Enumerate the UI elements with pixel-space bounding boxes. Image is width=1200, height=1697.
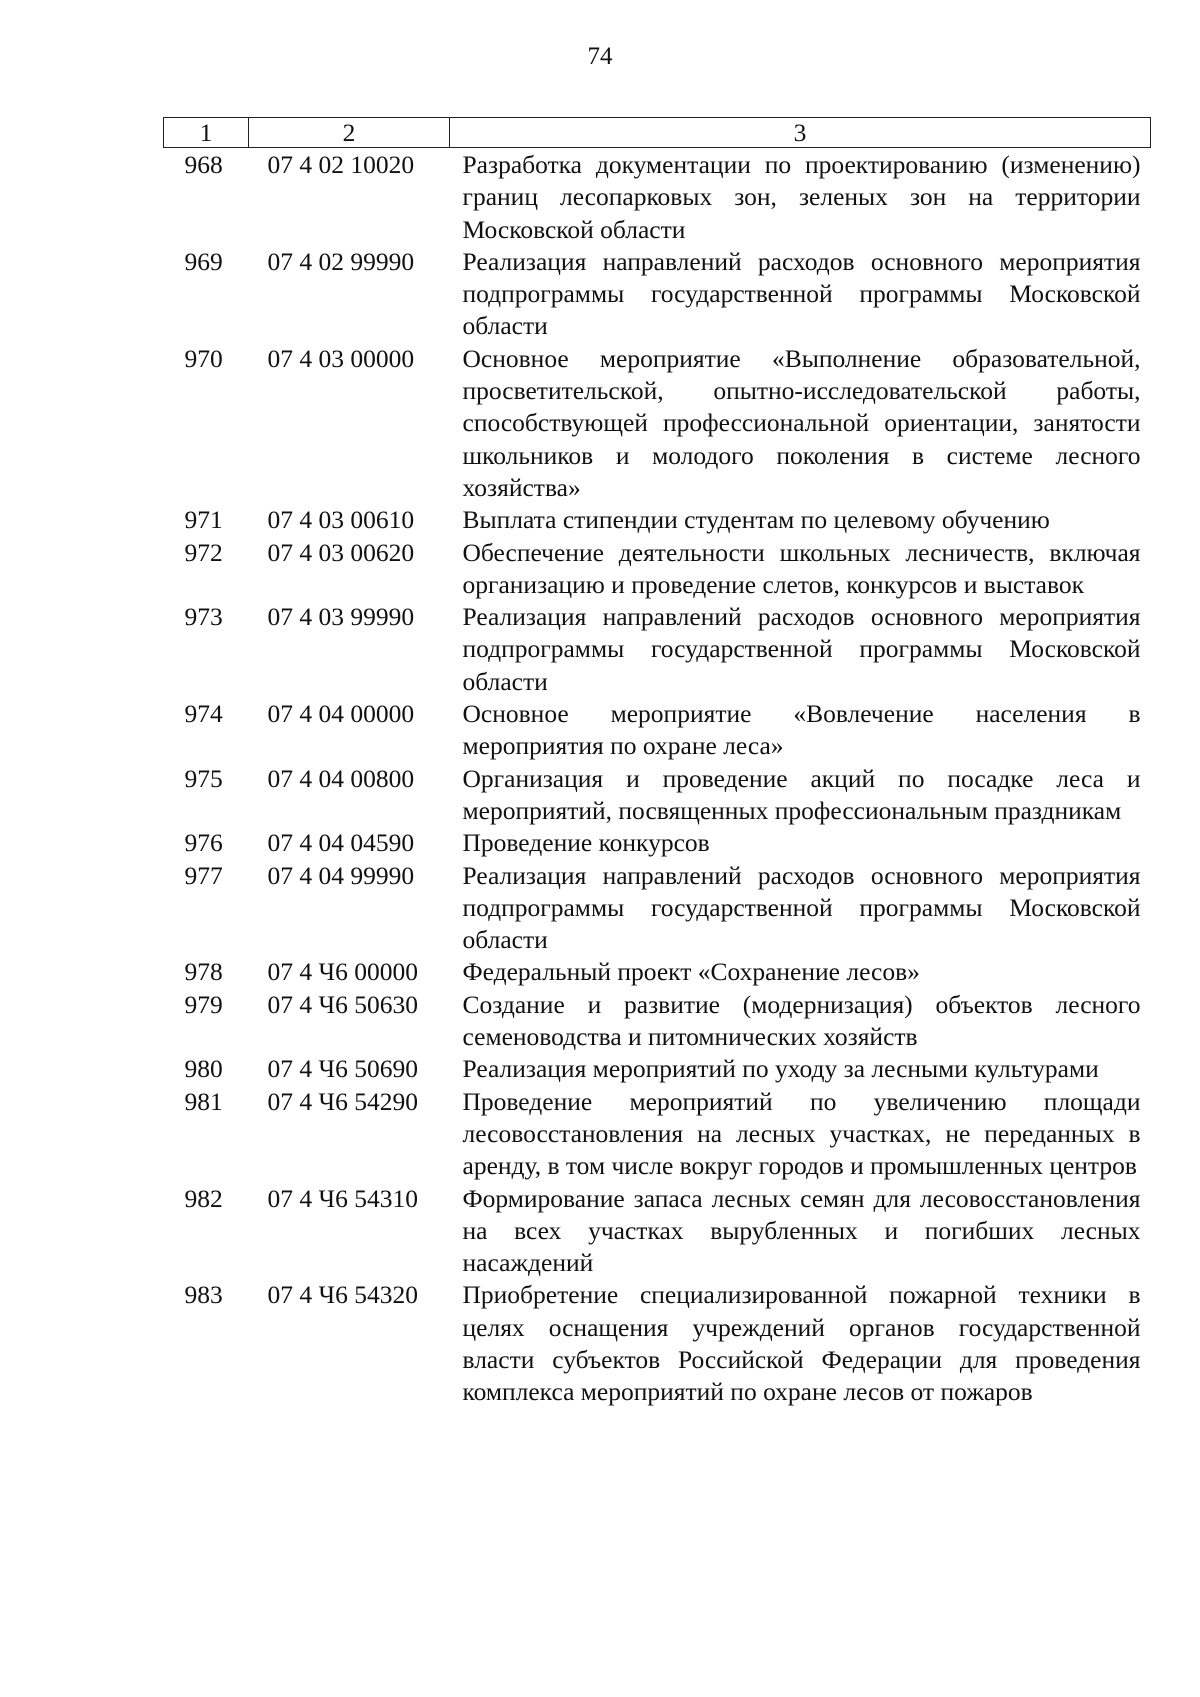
- column-header-1: 1: [164, 118, 249, 148]
- row-number: 977: [184, 860, 223, 890]
- table-row: [164, 343, 1151, 504]
- table-row: [164, 601, 1151, 698]
- row-description: Создание и развитие (модернизация) объектов лесного семеноводства и питомнических хозяйств: [462, 989, 1141, 1052]
- row-description: Разработка документации по проектированию (изменению) границ лесопарковых зон, зеленых зон на территории Московской области: [462, 150, 1141, 244]
- table-row: [164, 763, 1151, 828]
- table-row: [164, 989, 1151, 1054]
- table-row: [164, 537, 1151, 602]
- row-description: Основное мероприятие «Вовлечение населения в мероприятия по охране леса»: [462, 699, 1141, 761]
- row-code: 07 4 03 99990: [267, 602, 415, 632]
- row-number: 982: [184, 1183, 223, 1213]
- column-header-2: 2: [249, 118, 450, 148]
- row-number: 978: [184, 957, 223, 987]
- row-code: 07 4 04 99990: [267, 860, 415, 890]
- row-number: 980: [184, 1054, 223, 1084]
- row-code: 07 4 Ч6 54290: [267, 1086, 418, 1116]
- row-code: 07 4 03 00000: [267, 343, 415, 373]
- row-description: Реализация направлений расходов основного мероприятия подпрограммы государственной программы Московской области: [462, 602, 1141, 696]
- row-description: Приобретение специализированной пожарной техники в целях оснащения учреждений органов государственной власти субъектов Российской Федерации для проведения комплекса мероприятий по охране лесов от пожаров: [462, 1280, 1141, 1407]
- row-number: 981: [184, 1086, 223, 1116]
- table-row: [164, 698, 1151, 763]
- row-code: 07 4 Ч6 50630: [267, 989, 418, 1019]
- table-row: [164, 246, 1151, 343]
- table-row: [164, 827, 1151, 859]
- row-number: 974: [184, 699, 223, 729]
- row-number: 975: [184, 763, 223, 793]
- row-code: 07 4 04 04590: [267, 828, 415, 858]
- row-code: 07 4 04 00800: [267, 763, 415, 793]
- row-code: 07 4 Ч6 50690: [267, 1054, 418, 1084]
- row-description: Реализация направлений расходов основного мероприятия подпрограммы государственной программы Московской области: [462, 860, 1141, 955]
- row-number: 972: [184, 537, 223, 567]
- table-header-row: [164, 118, 1151, 148]
- row-number: 971: [184, 505, 223, 535]
- row-description: Проведение конкурсов: [462, 828, 710, 858]
- row-description: Проведение мероприятий по увеличению площади лесовосстановления на лесных участках, не переданных в аренду, в том числе вокруг городов и промышленных центров: [462, 1086, 1141, 1181]
- row-code: 07 4 02 10020: [267, 150, 415, 179]
- row-code: 07 4 03 00610: [267, 505, 415, 535]
- row-number: 969: [184, 246, 223, 276]
- table-row: [164, 148, 1151, 246]
- row-description: Организация и проведение акций по посадке леса и мероприятий, посвященных профессиональным праздникам: [462, 763, 1141, 825]
- row-number: 973: [184, 602, 223, 632]
- row-code: 07 4 02 99990: [267, 246, 415, 276]
- row-code: 07 4 04 00000: [267, 699, 415, 729]
- table-row: [164, 1053, 1151, 1085]
- row-description: Реализация мероприятий по уходу за лесными культурами: [462, 1054, 1099, 1084]
- row-code: 07 4 Ч6 00000: [267, 957, 418, 987]
- row-number: 970: [184, 343, 223, 373]
- row-number: 976: [184, 828, 223, 858]
- row-description: Реализация направлений расходов основного мероприятия подпрограммы государственной программы Московской области: [462, 246, 1141, 341]
- table-row: [164, 504, 1151, 536]
- row-description: Формирование запаса лесных семян для лесовосстановления на всех участках вырубленных и погибших лесных насаждений: [462, 1183, 1141, 1278]
- row-number: 983: [184, 1280, 223, 1310]
- row-number: 979: [184, 989, 223, 1019]
- row-code: 07 4 03 00620: [267, 537, 415, 567]
- budget-code-table: [163, 117, 1151, 1409]
- table-row: [164, 1086, 1151, 1183]
- row-description: Выплата стипендии студентам по целевому обучению: [462, 505, 1050, 535]
- row-code: 07 4 Ч6 54320: [267, 1280, 418, 1310]
- row-description: Обеспечение деятельности школьных лесничеств, включая организацию и проведение слетов, конкурсов и выставок: [462, 537, 1141, 599]
- column-header-3: 3: [450, 118, 1151, 148]
- table-row: [164, 956, 1151, 988]
- table-row: [164, 1183, 1151, 1280]
- row-number: 968: [184, 150, 223, 179]
- table-row: [164, 860, 1151, 957]
- table-row: [164, 1279, 1151, 1408]
- row-code: 07 4 Ч6 54310: [267, 1183, 418, 1213]
- row-description: Основное мероприятие «Выполнение образовательной, просветительской, опытно-исследовательской работы, способствующей профессиональной ориентации, занятости школьников и молодого поколения в системе лесного хозяйства»: [462, 343, 1141, 502]
- page-number: 74: [587, 43, 613, 70]
- row-description: Федеральный проект «Сохранение лесов»: [462, 957, 920, 987]
